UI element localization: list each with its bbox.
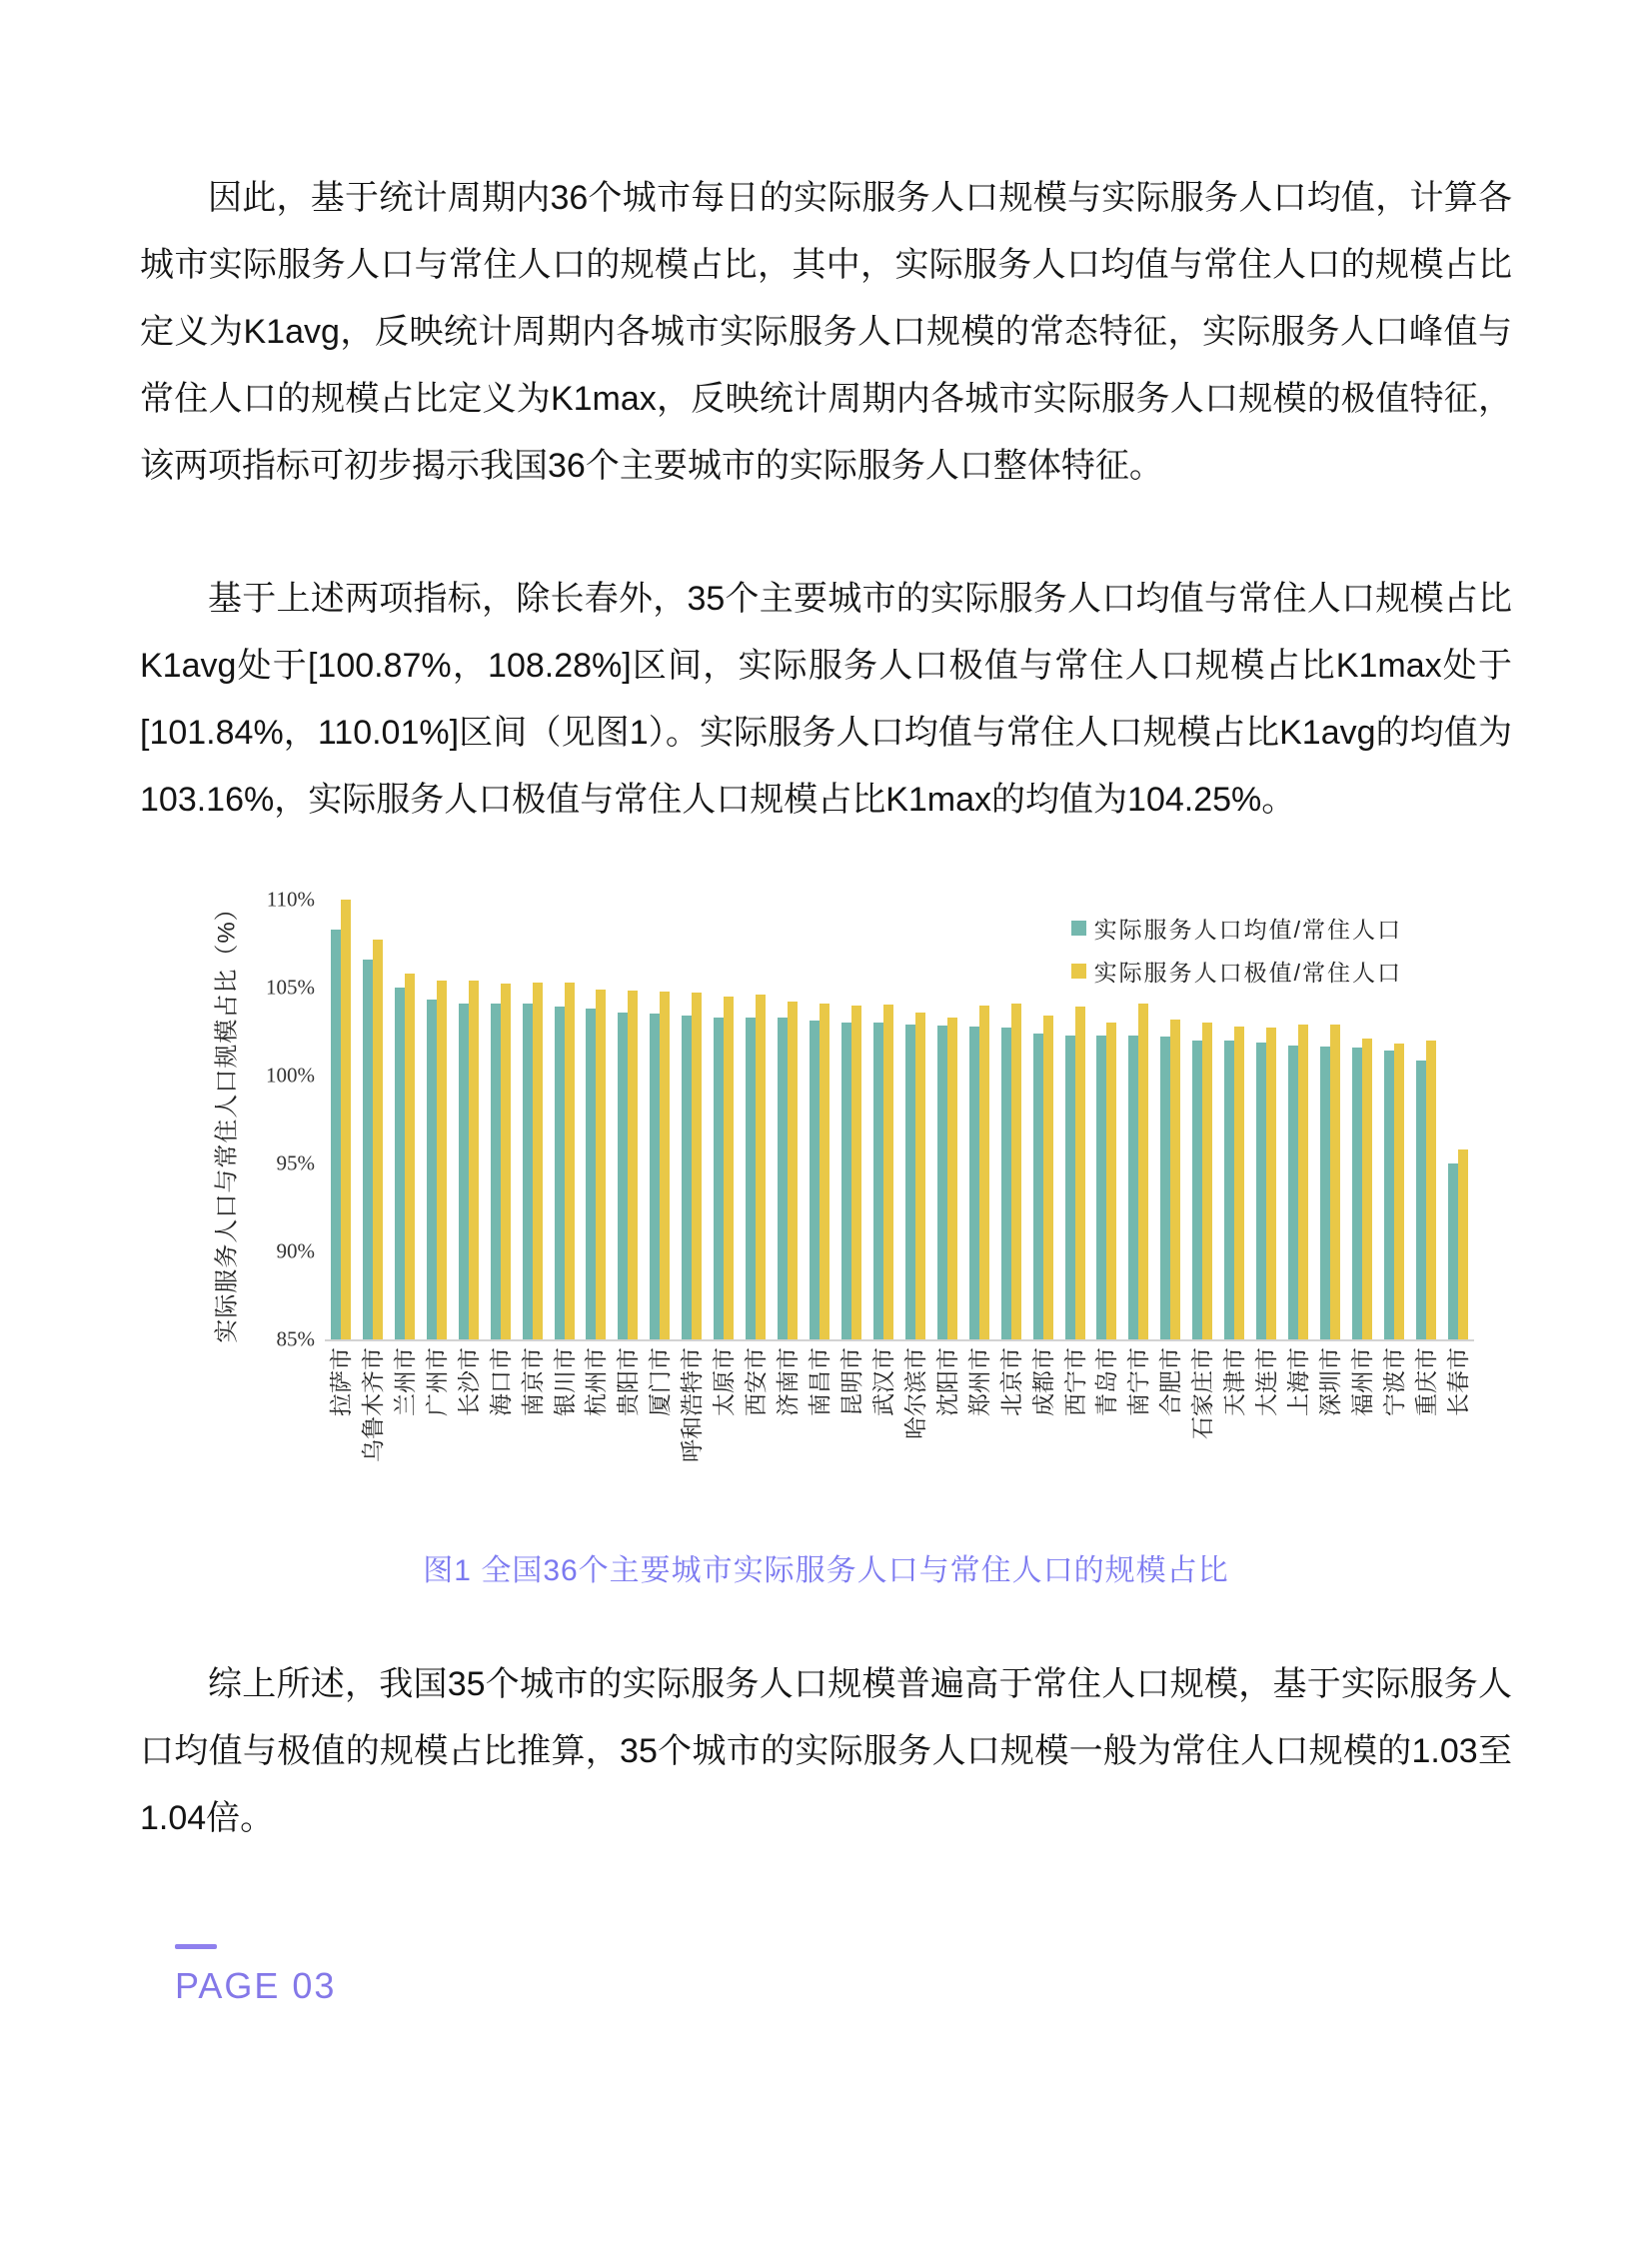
legend [1071, 912, 1402, 998]
bar-group [804, 900, 835, 1339]
y-axis-tick-label: 85% [276, 1326, 315, 1351]
bar-max [915, 1013, 925, 1339]
bar-avg [491, 1004, 501, 1339]
bar-avg [746, 1018, 756, 1339]
bar-group [867, 900, 899, 1339]
chart-body [200, 887, 1474, 1519]
bar-max [1075, 1007, 1085, 1339]
bar-max [437, 981, 447, 1339]
bar-avg [1224, 1041, 1234, 1339]
x-axis-label: 宁波市 [1380, 1347, 1407, 1416]
bar-group [676, 900, 708, 1339]
x-axis-label: 上海市 [1285, 1347, 1312, 1416]
x-axis-label: 福州市 [1348, 1347, 1375, 1416]
x-axis-label: 长沙市 [455, 1347, 482, 1416]
bar-avg [714, 1018, 724, 1339]
x-axis-label: 济南市 [775, 1347, 802, 1416]
x-axis-label: 南昌市 [807, 1347, 833, 1416]
bar-avg [650, 1014, 660, 1339]
x-axis-label: 石家庄市 [1189, 1347, 1216, 1439]
x-axis-label-cell [1027, 1341, 1059, 1519]
x-axis-label-cell [1250, 1341, 1282, 1519]
x-axis-label: 合肥市 [1157, 1347, 1184, 1416]
bar-avg [395, 988, 405, 1339]
bar-avg [841, 1023, 851, 1339]
bar-avg [1448, 1163, 1458, 1339]
bar-avg [1160, 1037, 1170, 1339]
y-axis-tick-label: 110% [266, 887, 315, 912]
x-axis-label: 成都市 [1029, 1347, 1056, 1416]
x-axis-labels [325, 1341, 1474, 1519]
bar-group [453, 900, 485, 1339]
bar-max [851, 1006, 861, 1339]
bar-max [596, 990, 606, 1339]
x-axis-label-cell [517, 1341, 549, 1519]
bar-group [1027, 900, 1059, 1339]
bar-avg [1352, 1048, 1362, 1339]
plot-area [325, 900, 1474, 1341]
bar-avg [331, 930, 341, 1339]
bar-max [1362, 1039, 1372, 1339]
legend-label-avg: 实际服务人口均值/常住人口 [1093, 917, 1402, 943]
bar-group [708, 900, 740, 1339]
bar-avg [618, 1013, 628, 1339]
x-axis-label: 银川市 [551, 1347, 578, 1416]
x-axis-label: 青岛市 [1093, 1347, 1120, 1416]
bar-max [1394, 1044, 1404, 1339]
footer-dash [175, 1944, 217, 1949]
figure1-caption: 图1 全国36个主要城市实际服务人口与常住人口的规模占比 [423, 1554, 1229, 1587]
x-axis-label: 天津市 [1221, 1347, 1248, 1416]
bar-avg [905, 1025, 915, 1339]
bar-max [724, 997, 734, 1339]
bar-max [1106, 1023, 1116, 1339]
x-axis-label-cell [1186, 1341, 1218, 1519]
x-axis-label-cell [1218, 1341, 1250, 1519]
x-axis-label: 南京市 [519, 1347, 546, 1416]
x-axis-label-cell [1346, 1341, 1378, 1519]
x-axis-label: 拉萨市 [327, 1347, 354, 1416]
bar-group [1442, 900, 1474, 1339]
bar-max [947, 1018, 957, 1339]
x-axis-label: 武汉市 [869, 1347, 896, 1416]
bar-avg [427, 1000, 437, 1339]
bar-group [325, 900, 357, 1339]
bar-max [660, 992, 670, 1339]
x-axis-label: 杭州市 [583, 1347, 610, 1416]
bar-group [995, 900, 1027, 1339]
bar-avg [586, 1009, 596, 1339]
bar-max [469, 981, 479, 1339]
x-axis-label: 北京市 [997, 1347, 1024, 1416]
x-axis-label-cell [1378, 1341, 1410, 1519]
bar-avg [1065, 1036, 1075, 1339]
bar-max [1138, 1004, 1148, 1339]
bar-group [612, 900, 644, 1339]
x-axis-label-cell [676, 1341, 708, 1519]
bar-group [485, 900, 517, 1339]
bar-group [963, 900, 995, 1339]
x-axis-label: 乌鲁木齐市 [359, 1347, 386, 1462]
y-axis-tick-label: 105% [266, 975, 315, 1000]
bar-group [899, 900, 931, 1339]
bar-max [1170, 1020, 1180, 1339]
bar-avg [778, 1018, 788, 1339]
bar-max [628, 991, 638, 1339]
bar-group [581, 900, 613, 1339]
x-axis-label-cell [740, 1341, 772, 1519]
x-axis-label: 太原市 [711, 1347, 738, 1416]
bar-max [1330, 1025, 1340, 1339]
x-axis-label-cell [485, 1341, 517, 1519]
bar-max [501, 984, 511, 1339]
bar-avg [363, 960, 373, 1339]
x-axis-label: 兰州市 [391, 1347, 418, 1416]
legend-swatch-avg-icon [1071, 921, 1086, 936]
x-axis-label-cell [772, 1341, 804, 1519]
x-axis-label-cell [421, 1341, 453, 1519]
bar-max [692, 993, 702, 1339]
x-axis-label: 长春市 [1444, 1347, 1471, 1416]
bar-max [1202, 1023, 1212, 1339]
bar-max [820, 1004, 829, 1339]
x-axis-label: 大连市 [1253, 1347, 1280, 1416]
bar-avg [1128, 1036, 1138, 1339]
bar-avg [1033, 1034, 1043, 1339]
x-axis-label-cell [804, 1341, 835, 1519]
x-axis-label: 西宁市 [1061, 1347, 1088, 1416]
bar-max [788, 1002, 798, 1339]
bar-max [1234, 1027, 1244, 1339]
x-axis-label-cell [453, 1341, 485, 1519]
bar-group [517, 900, 549, 1339]
x-axis-label-cell [357, 1341, 389, 1519]
bar-avg [1001, 1028, 1011, 1339]
figure1-chart [200, 887, 1474, 1519]
x-axis-label-cell [581, 1341, 613, 1519]
x-axis-label-cell [325, 1341, 357, 1519]
legend-swatch-max-icon [1071, 964, 1086, 979]
x-axis-label-cell [931, 1341, 963, 1519]
paragraph-3: 综上所述，我国35个城市的实际服务人口规模普遍高于常住人口规模，基于实际服务人口均值与极值的规模占比推算，35个城市的实际服务人口规模一般为常住人口规模的1.03至1.04倍。 [140, 1665, 1512, 1837]
bar-avg [1096, 1036, 1106, 1339]
bar-max [1266, 1028, 1276, 1339]
x-axis-label-cell [1442, 1341, 1474, 1519]
x-axis-label: 哈尔滨市 [901, 1347, 928, 1439]
x-axis-label: 呼和浩特市 [679, 1347, 706, 1462]
x-axis-label: 南宁市 [1125, 1347, 1152, 1416]
x-axis-label-cell [899, 1341, 931, 1519]
paragraph-1: 因此，基于统计周期内36个城市每日的实际服务人口规模与实际服务人口均值，计算各城市实际服务人口与常住人口的规模占比，其中，实际服务人口均值与常住人口的规模占比定义为K1avg，反映统计周期内各城市实际服务人口规模的常态特征，实际服务人口峰值与常住人口的规模占比定义为K1max，反映统计周期内各城市实际服务人口规模的极值特征，该两项指标可初步揭示我国36个主要城市的实际服务人口整体特征。 [140, 179, 1512, 485]
bar-max [756, 995, 766, 1339]
bar-avg [1384, 1051, 1394, 1339]
x-axis-label-cell [1154, 1341, 1186, 1519]
bar-group [772, 900, 804, 1339]
bar-group [644, 900, 676, 1339]
x-axis-label-cell [835, 1341, 867, 1519]
x-axis-label-cell [1122, 1341, 1154, 1519]
x-axis-label-cell [1091, 1341, 1123, 1519]
bar-group [389, 900, 421, 1339]
legend-label-max: 实际服务人口极值/常住人口 [1093, 960, 1402, 986]
x-axis-label: 西安市 [743, 1347, 770, 1416]
bar-group [835, 900, 867, 1339]
x-axis-label: 沈阳市 [933, 1347, 960, 1416]
x-axis-label-cell [995, 1341, 1027, 1519]
y-axis-title: 实际服务人口与常住人口规模占比（%） [213, 896, 241, 1343]
bar-avg [969, 1027, 979, 1339]
bar-avg [937, 1026, 947, 1339]
bar-max [565, 983, 575, 1339]
bar-avg [682, 1016, 692, 1339]
bar-avg [1288, 1046, 1298, 1339]
page-footer [140, 1944, 1512, 2007]
x-axis-label-cell [1282, 1341, 1314, 1519]
bar-group [931, 900, 963, 1339]
bar-avg [555, 1007, 565, 1339]
bar-avg [523, 1004, 533, 1339]
bar-max [1458, 1149, 1468, 1339]
bar-max [979, 1006, 989, 1339]
x-axis-label-cell [389, 1341, 421, 1519]
bar-max [533, 983, 543, 1339]
bar-avg [459, 1004, 469, 1339]
x-axis-label: 海口市 [487, 1347, 514, 1416]
x-axis-label-cell [612, 1341, 644, 1519]
x-axis-label-cell [644, 1341, 676, 1519]
x-axis-label-cell [708, 1341, 740, 1519]
bar-group [549, 900, 581, 1339]
x-axis-label: 重庆市 [1412, 1347, 1439, 1416]
x-axis-label-cell [549, 1341, 581, 1519]
x-axis-label-cell [963, 1341, 995, 1519]
x-axis-label-cell [1059, 1341, 1091, 1519]
bar-avg [1256, 1043, 1266, 1339]
x-axis-label-cell [1314, 1341, 1346, 1519]
y-axis-tick-label: 90% [276, 1238, 315, 1263]
x-axis-label: 深圳市 [1317, 1347, 1344, 1416]
figure1 [140, 887, 1512, 1589]
y-axis-title-column [200, 896, 248, 1343]
bar-avg [1192, 1041, 1202, 1339]
plot-column [325, 900, 1474, 1519]
bar-max [1043, 1016, 1053, 1339]
bar-max [1011, 1004, 1021, 1339]
x-axis-label: 昆明市 [837, 1347, 864, 1416]
bar-group [421, 900, 453, 1339]
x-axis-label: 贵阳市 [615, 1347, 642, 1416]
x-axis-label-cell [867, 1341, 899, 1519]
bar-avg [1416, 1061, 1426, 1339]
x-axis-label-cell [1410, 1341, 1442, 1519]
x-axis-label: 广州市 [423, 1347, 450, 1416]
legend-item-max [1071, 955, 1402, 988]
bar-group [1410, 900, 1442, 1339]
bar-avg [1320, 1047, 1330, 1339]
bar-max [341, 900, 351, 1339]
bar-avg [873, 1023, 883, 1339]
paragraph-2: 基于上述两项指标，除长春外，35个主要城市的实际服务人口均值与常住人口规模占比K1avg处于[100.87%，108.28%]区间，实际服务人口极值与常住人口规模占比K1max处于[101.84%，110.01%]区间（见图1）。实际服务人口均值与常住人口规模占比K1avg的均值为103.16%，实际服务人口极值与常住人口规模占比K1max的均值为104.25%。 [140, 580, 1512, 819]
bar-max [883, 1005, 893, 1339]
x-axis-label: 厦门市 [647, 1347, 674, 1416]
legend-item-avg [1071, 912, 1402, 945]
bar-max [1426, 1041, 1436, 1339]
bar-max [373, 940, 383, 1339]
bar-avg [810, 1021, 820, 1339]
page-number: PAGE 03 [175, 1965, 337, 2006]
bar-group [357, 900, 389, 1339]
bar-max [405, 974, 415, 1339]
bar-group [740, 900, 772, 1339]
y-axis-ticks [248, 887, 325, 1351]
y-axis-tick-label: 95% [276, 1150, 315, 1175]
y-axis-tick-label: 100% [266, 1063, 315, 1088]
x-axis-label: 郑州市 [965, 1347, 992, 1416]
bar-max [1298, 1025, 1308, 1339]
